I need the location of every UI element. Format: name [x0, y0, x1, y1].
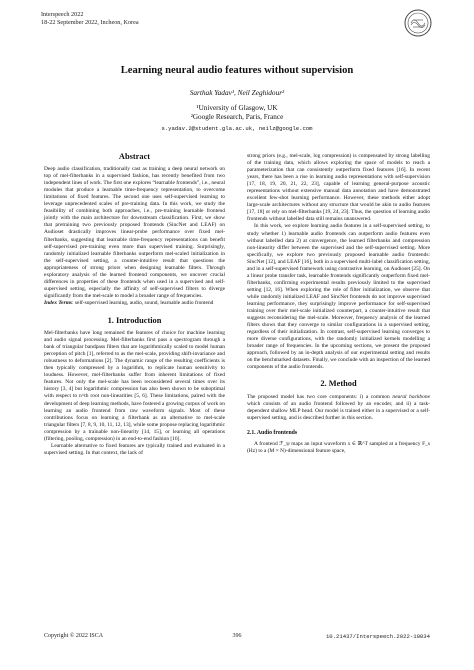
- author-emails: s.yadav.2@student.gla.ac.uk, neilz@google.com: [161, 125, 313, 132]
- index-terms-label: Index Terms: [44, 299, 73, 306]
- method-heading: 2. Method: [320, 379, 357, 389]
- footer-page-number: 396: [232, 633, 242, 639]
- right-column: [247, 153, 430, 455]
- abstract-heading: Abstract: [118, 152, 151, 161]
- intro-paragraph-2: Learnable alternative to fixed features are typically trained and evaluated in a supervised setting. In that context, the lack of: [44, 442, 225, 456]
- conference-dates-location: 18-22 September 2022, Incheon, Korea: [41, 19, 139, 26]
- footer-doi: 10.21437/Interspeech.2022-10834: [325, 633, 430, 640]
- conference-header: [41, 11, 139, 27]
- intro-paragraph-1: Mel-filterbanks have long remained the features of choice for machine learning and audio signal processing. Mel-filterbanks first pass a spectrogram through a bank of triangular bandpass filters that are logarithmically scaled to model human perception of pitch [1], referred to as the mel-scale, providing shift-invariance and robustness to deformations [2]. The dynamic range of the resulting coefficients is then typically compressed by a logarithm, to replicate human sensitivity to loudness. However, mel-filterbanks suffer from inherent limitations of fixed features. Not only the mel-scale has been reconsidered several times over its history [3, 4] but logarithmic compression has also been shown to be suboptimal with respect to n^th root non-linearities [5, 6]. These limitations, paired with the development of deep learning methods, have fostered a growing corpus of work on learning an audio frontend from raw waveform signals. Most of these contributions focus on learning a filterbank as an alternative to mel-scale triangular filters [7, 8, 9, 10, 11, 12, 13], while some propose replacing logarithmic compression by a trainable non-linearity [14, 15], or learning all operations (filtering, pooling, compression) in an end-to-end fashion [16].: [44, 330, 225, 442]
- index-terms: [44, 300, 225, 307]
- method-p1-part-a: The proposed model has two core components: i) a common: [247, 393, 393, 400]
- left-column: [44, 153, 225, 457]
- index-terms-text: : self-supervised learning, audio, sound, learnable audio frontend: [72, 299, 214, 306]
- method-p1-neural-backbone: neural backbone: [392, 393, 430, 400]
- affiliations: [0, 104, 474, 122]
- audio-frontends-heading: 2.1. Audio frontends: [247, 429, 298, 436]
- footer-copyright: Copyright © 2022 ISCA: [44, 633, 104, 639]
- paper-authors: Sarthak Yadav¹, Neil Zeghidour²: [189, 88, 285, 97]
- paper-title: Learning neural audio features without supervision: [120, 65, 354, 76]
- introduction-heading: 1. Introduction: [107, 315, 162, 325]
- abstract-text: Deep audio classification, traditionally cast as training a deep neural network on top of mel-filterbanks in a supervised fashion, has recently benefited from two independent lines of work. The first one explores “learnable frontends”, i.e., neural modules that produce a learnable time-frequency representation, to overcome limitations of fixed features. The second one uses self-supervised learning to leverage unprecedented scales of pre-training data. In this work, we study the feasibility of combining both approaches, i.e., pre-training learnable frontend jointly with the main architecture for downstream classification. First, we show that pretraining two previously proposed frontends (SincNet and LEAF) on Audioset drastically improves linear-probe performance over fixed mel-filterbanks, suggesting that learnable time-frequency representations can benefit self-supervised pre-training even more than supervised training. Surprisingly, randomly initialized learnable filterbanks outperform mel-scaled initialization in the self-supervised setting, a counter-intuitive result that questions the appropriateness of strong priors when designing learnable filters. Through exploratory analysis of the learned frontend components, we uncover crucial differences in properties of these frontends when used in a supervised and self-supervised setting, especially the affinity of self-supervised filters to diverge significantly from the mel-scale to model a broader range of frequencies.: [44, 166, 225, 299]
- intro-paragraph-4: In this work, we explore learning audio features in a self-supervised setting, to study whether 1) learnable audio frontends can outperform audio features even without labelled data 2) at convergence, the learned filterbanks and compression non-linearity differ between the supervised and the self-supervised setting. More specifically, we explore two previously proposed learnable audio frontends: SincNet [12], and LEAF [16], both in a supervised multi-label classification setting, and in a self-supervised framework using contrastive learning, on Audioset [25]. On a linear probe transfer task, learnable frontends significantly outperform fixed mel-filterbanks, confirming experimental results previously limited to the supervised setting [12, 16]. When exploring the role of filter initialization, we observe that while randomly initialized LEAF and SincNet frontends do not improve supervised learning performance, they surprisingly improve performance for self-supervised training over their mel-scale initialized counterpart, a counter-intuitive result that suggests reconsidering the mel-scale. Moreover, frequency analysis of the learned filters shows that they converge to similar configurations in a supervised setting, regardless of their initialization. In contrast, self-supervised learning converges to more diverse configurations, with the randomly initialized kernels modelling a broader range of frequencies. In the upcoming sections, we present the proposed approach, followed by an in-depth analysis of our experimental setting and results on the benchmarked datasets. Finally, we conclude with an inspection of the learned components of the audio frontends.: [247, 223, 430, 371]
- method-p1-part-c: which consists of an audio frontend followed by an encoder, and ii) a task-dependent shallow MLP head. Our model is trained either in a supervised or a self-supervised setting, and is described further in this section.: [247, 400, 430, 421]
- method-paragraph-1: [247, 394, 430, 422]
- isca-seal-logo: [404, 9, 432, 37]
- conference-name: Interspeech 2022: [41, 11, 84, 18]
- affiliation-1: ¹University of Glasgow, UK: [196, 104, 278, 112]
- intro-paragraph-3: strong priors (e.g., mel-scale, log compression) is compensated by strong labelling of the training data, which allows exploring the space of models to reach a parameterization that can consistently outperform fixed features [16]. In recent years, there has been a rise in learning audio representations with self-supervision [17, 18, 19, 20, 21, 22, 23], capable of learning general-purpose acoustic representations without extensive manual data annotation and have demonstrated excellent few-shot learning performance. However, these methods either adopt large-scale architectures without any structure that would be akin to audio features [17, 18] or rely on mel-filterbanks [19, 24, 23]. Thus, the question of learning audio frontends without labelled data still remains unanswered.: [247, 153, 430, 223]
- audio-frontends-paragraph: A frontend ℱ_ψ maps an input waveform x ∈ ℝ^T sampled at a frequency F_s (Hz) to a (M × N)-dimensional feature space,: [247, 440, 430, 454]
- affiliation-2: ²Google Research, Paris, France: [190, 113, 284, 121]
